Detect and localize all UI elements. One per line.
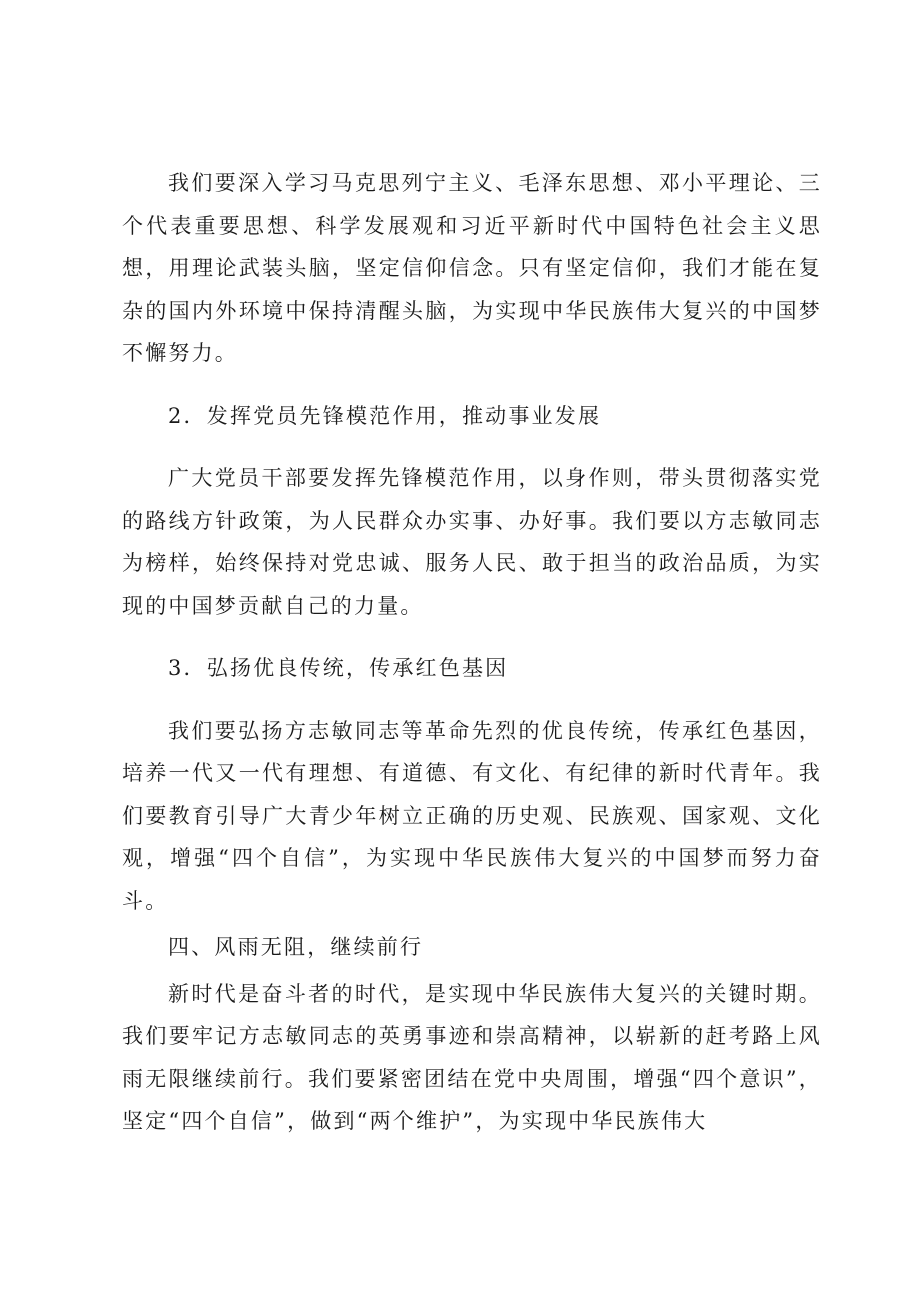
heading-section-four: 四、风雨无阻，继续前行 xyxy=(168,935,424,959)
heading-red-genes: 3．弘扬优良传统，传承红色基因 xyxy=(168,656,509,680)
document-page xyxy=(122,162,822,1143)
paragraph-section-four: 新时代是奋斗者的时代，是实现中华民族伟大复兴的关键时期。我们要牢记方志敏同志的英勇事迹和崇高精神，以崭新的赶考路上风雨无限继续前行。我们要紧密团结在党中央周围，增强“四个意识”，坚定“四个自信”，做到“两个维护”，为实现中华民族伟大 xyxy=(122,981,822,1133)
paragraph-vanguard-role: 广大党员干部要发挥先锋模范作用，以身作则，带头贯彻落实党的路线方针政策，为人民群众办实事、办好事。我们要以方志敏同志为榜样，始终保持对党忠诚、服务人民、敢于担当的政治品质，为实现的中国梦贡献自己的力量。 xyxy=(122,466,822,618)
heading-vanguard-role: 2．发挥党员先锋模范作用，推动事业发展 xyxy=(168,403,602,428)
paragraph-theory-study: 我们要深入学习马克思列宁主义、毛泽东思想、邓小平理论、三个代表重要思想、科学发展观和习近平新时代中国特色社会主义思想，用理论武装头脑，坚定信仰信念。只有坚定信仰，我们才能在复杂的国内外环境中保持清醒头脑，为实现中华民族伟大复兴的中国梦不懈努力。 xyxy=(122,171,822,365)
paragraph-red-genes: 我们要弘扬方志敏同志等革命先烈的优良传统，传承红色基因，培养一代又一代有理想、有道德、有文化、有纪律的新时代青年。我们要教育引导广大青少年树立正确的历史观、民族观、国家观、文化观，增强“四个自信”，为实现中华民族伟大复兴的中国梦而努力奋斗。 xyxy=(122,718,822,913)
